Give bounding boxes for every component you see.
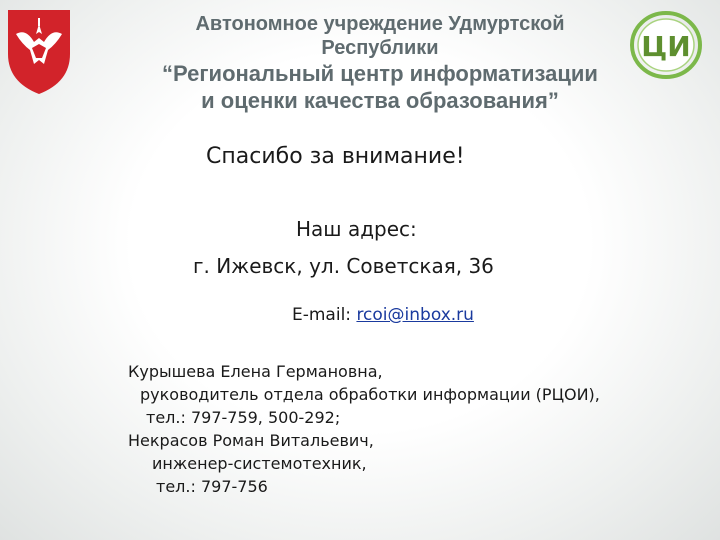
address-text: г. Ижевск, ул. Советская, 36: [193, 254, 494, 278]
org-title: [160, 12, 600, 114]
contact-phone-2: тел.: 797-756: [156, 477, 268, 496]
contact-phone-1: тел.: 797-759, 500-292;: [146, 408, 341, 427]
rcoi-logo-icon: [628, 8, 704, 82]
org-title-line2: “Региональный центр информатизации: [162, 61, 598, 86]
contact-position-2: инженер-системотехник,: [152, 454, 367, 473]
contact-name-2: Некрасов Роман Витальевич,: [128, 431, 374, 450]
thanks-heading: Спасибо за внимание!: [206, 144, 465, 169]
email-label: E-mail:: [292, 305, 352, 325]
contact-name-1: Курышева Елена Германовна,: [128, 362, 383, 381]
org-title-line3: и оценки качества образования”: [201, 88, 559, 113]
contact-position-1: руководитель отдела обработки информации (РЦОИ),: [140, 385, 600, 404]
email-line: [292, 305, 474, 325]
email-link[interactable]: rcoi@inbox.ru: [356, 305, 474, 325]
address-label: Наш адрес:: [296, 217, 417, 241]
logo-letters: ЦИ: [641, 30, 691, 63]
org-title-line1: Автономное учреждение Удмуртской Республики: [195, 13, 565, 59]
header: [0, 0, 720, 113]
udmurtia-coat-of-arms-icon: [2, 4, 76, 96]
